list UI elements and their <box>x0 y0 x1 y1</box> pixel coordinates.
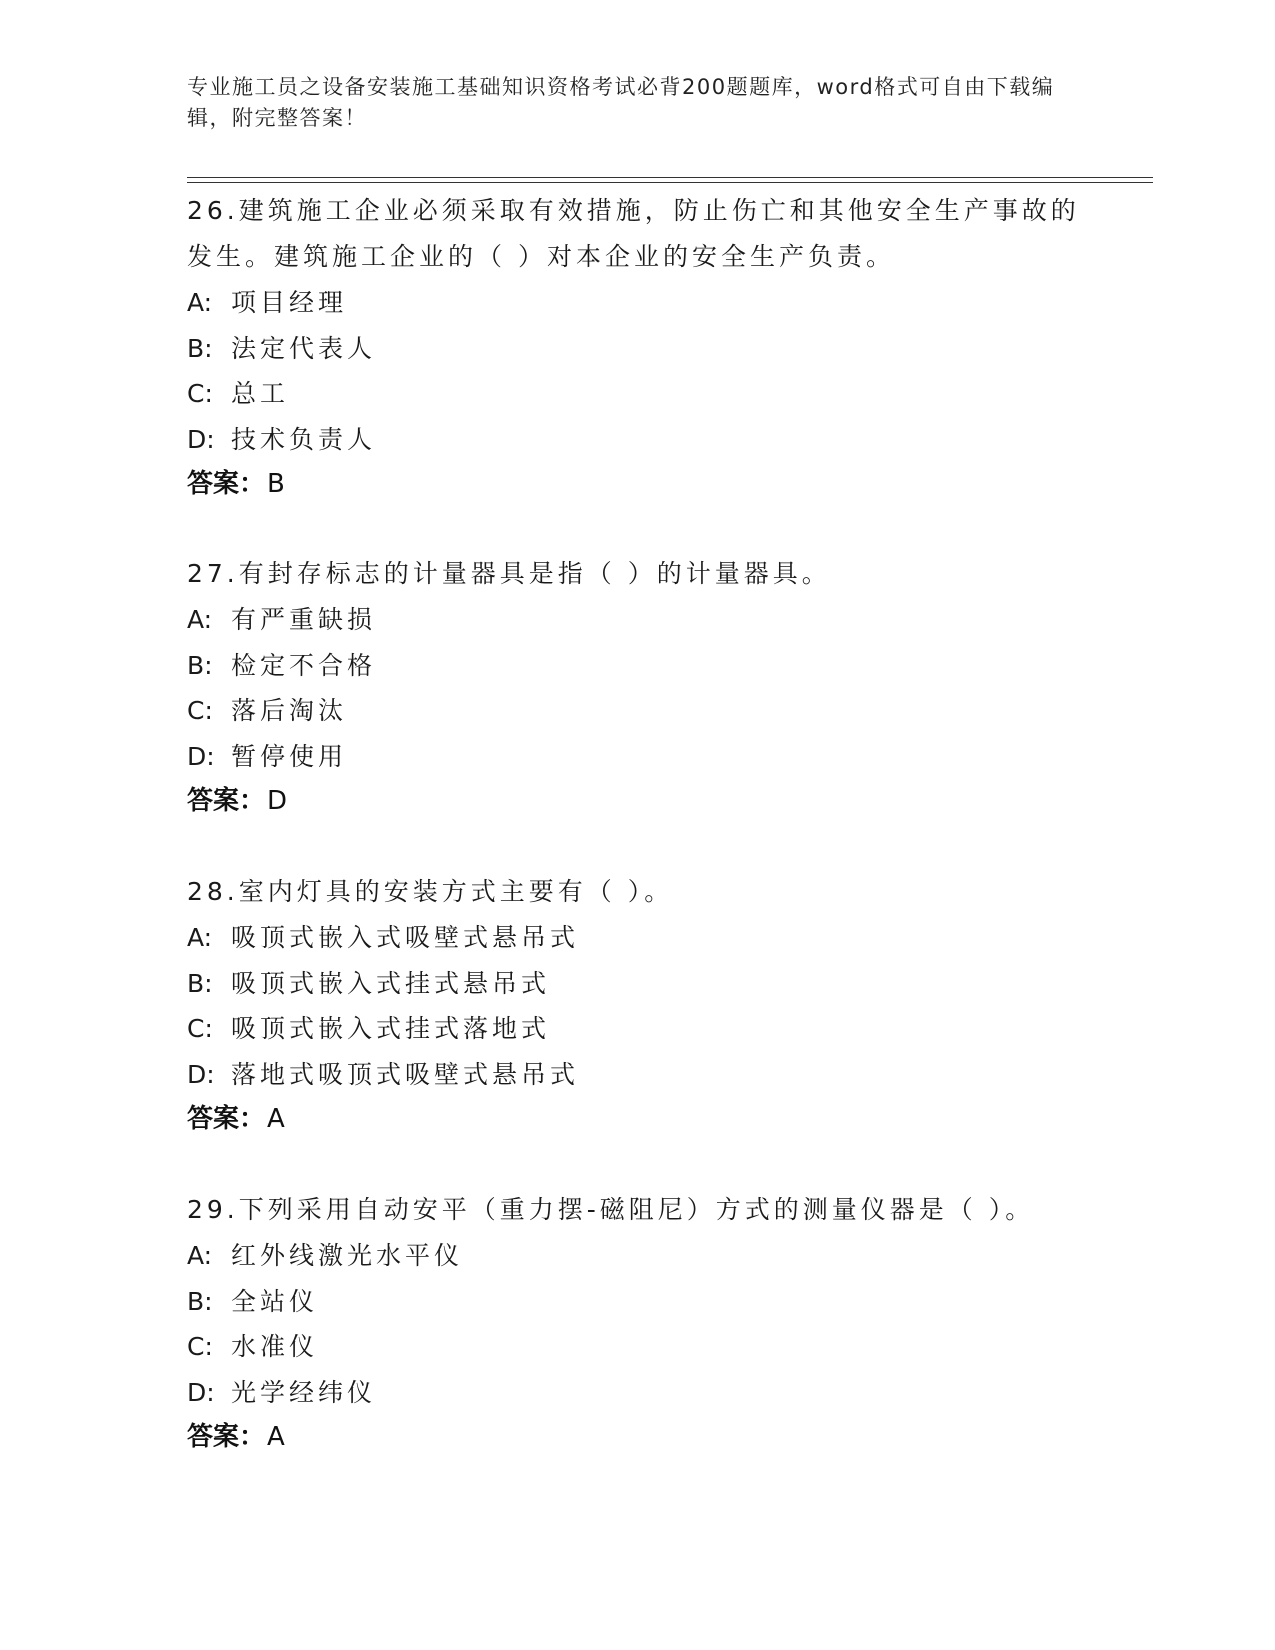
question-28 <box>187 869 1087 1143</box>
answer-line <box>187 1097 1087 1143</box>
question-number: 26. <box>187 196 239 225</box>
question-27 <box>187 551 1087 825</box>
option-letter: A: <box>187 1241 213 1270</box>
option-letter: D: <box>187 1059 215 1089</box>
question-body: 室内灯具的安装方式主要有（ ）。 <box>238 877 674 906</box>
option-a <box>187 915 1087 961</box>
answer-line <box>187 779 1087 825</box>
option-letter: B: <box>187 1286 213 1316</box>
option-text: 水准仪 <box>231 1332 319 1361</box>
option-a <box>187 1233 1087 1279</box>
question-26 <box>187 188 1087 508</box>
answer-label: 答案： <box>187 786 266 816</box>
option-a <box>187 597 1087 643</box>
option-d <box>187 417 1087 463</box>
option-text: 红外线激光水平仪 <box>231 1241 464 1270</box>
option-letter: C: <box>187 1332 213 1361</box>
answer-value: B <box>267 469 285 499</box>
option-b <box>187 1279 1087 1325</box>
option-text: 落地式吸顶式吸壁式悬吊式 <box>231 1059 580 1089</box>
option-b <box>187 643 1087 689</box>
document-header: 专业施工员之设备安装施工基础知识资格考试必背200题题库，word格式可自由下载编辑，附完整答案！ <box>187 75 1055 130</box>
question-text <box>187 188 1087 280</box>
option-text: 有严重缺损 <box>231 605 377 634</box>
answer-label: 答案： <box>187 469 266 499</box>
option-letter: B: <box>187 333 213 363</box>
option-c <box>187 1324 1087 1370</box>
option-c <box>187 688 1087 734</box>
answer-label: 答案： <box>187 1104 266 1134</box>
option-letter: C: <box>187 1014 213 1043</box>
header-divider-bottom <box>187 182 1153 183</box>
answer-value: D <box>267 786 288 816</box>
option-a <box>187 280 1087 326</box>
question-number: 29. <box>187 1195 239 1224</box>
option-text: 暂停使用 <box>231 741 348 771</box>
question-text <box>187 1187 1087 1233</box>
answer-line <box>187 462 1087 508</box>
option-text: 技术负责人 <box>231 424 377 454</box>
option-letter: A: <box>187 605 213 634</box>
option-letter: D: <box>187 424 215 454</box>
option-letter: C: <box>187 696 213 725</box>
option-letter: C: <box>187 379 213 408</box>
question-number: 28. <box>187 877 239 906</box>
question-body: 下列采用自动安平（重力摆-磁阻尼）方式的测量仪器是（ ）。 <box>238 1195 1035 1224</box>
option-b <box>187 326 1087 372</box>
answer-value: A <box>267 1104 285 1134</box>
question-body: 有封存标志的计量器具是指（ ）的计量器具。 <box>238 559 831 588</box>
question-number: 27. <box>187 559 239 588</box>
answer-line <box>187 1415 1087 1461</box>
option-d <box>187 1370 1087 1416</box>
answer-value: A <box>267 1422 285 1452</box>
option-text: 吸顶式嵌入式吸壁式悬吊式 <box>231 923 580 952</box>
option-letter: A: <box>187 288 213 317</box>
question-body: 建筑施工企业必须采取有效措施，防止伤亡和其他安全生产事故的发生。建筑施工企业的（ ）对本企业的安全生产负责。 <box>187 196 1080 271</box>
option-c <box>187 371 1087 417</box>
option-text: 检定不合格 <box>231 650 377 680</box>
option-b <box>187 961 1087 1007</box>
option-text: 吸顶式嵌入式挂式落地式 <box>231 1014 551 1043</box>
question-text <box>187 551 1087 597</box>
option-letter: B: <box>187 968 213 998</box>
question-text <box>187 869 1087 915</box>
option-letter: A: <box>187 923 213 952</box>
option-text: 光学经纬仪 <box>231 1377 377 1407</box>
option-letter: B: <box>187 650 213 680</box>
option-text: 总工 <box>231 379 290 408</box>
option-text: 吸顶式嵌入式挂式悬吊式 <box>231 968 551 998</box>
option-text: 项目经理 <box>231 288 348 317</box>
option-letter: D: <box>187 1377 215 1407</box>
option-text: 法定代表人 <box>231 333 377 363</box>
option-d <box>187 1052 1087 1098</box>
question-29 <box>187 1187 1087 1461</box>
header-divider-top <box>187 177 1153 178</box>
option-text: 全站仪 <box>231 1286 319 1316</box>
option-letter: D: <box>187 741 215 771</box>
answer-label: 答案： <box>187 1422 266 1452</box>
option-c <box>187 1006 1087 1052</box>
option-d <box>187 734 1087 780</box>
option-text: 落后淘汰 <box>231 696 348 725</box>
